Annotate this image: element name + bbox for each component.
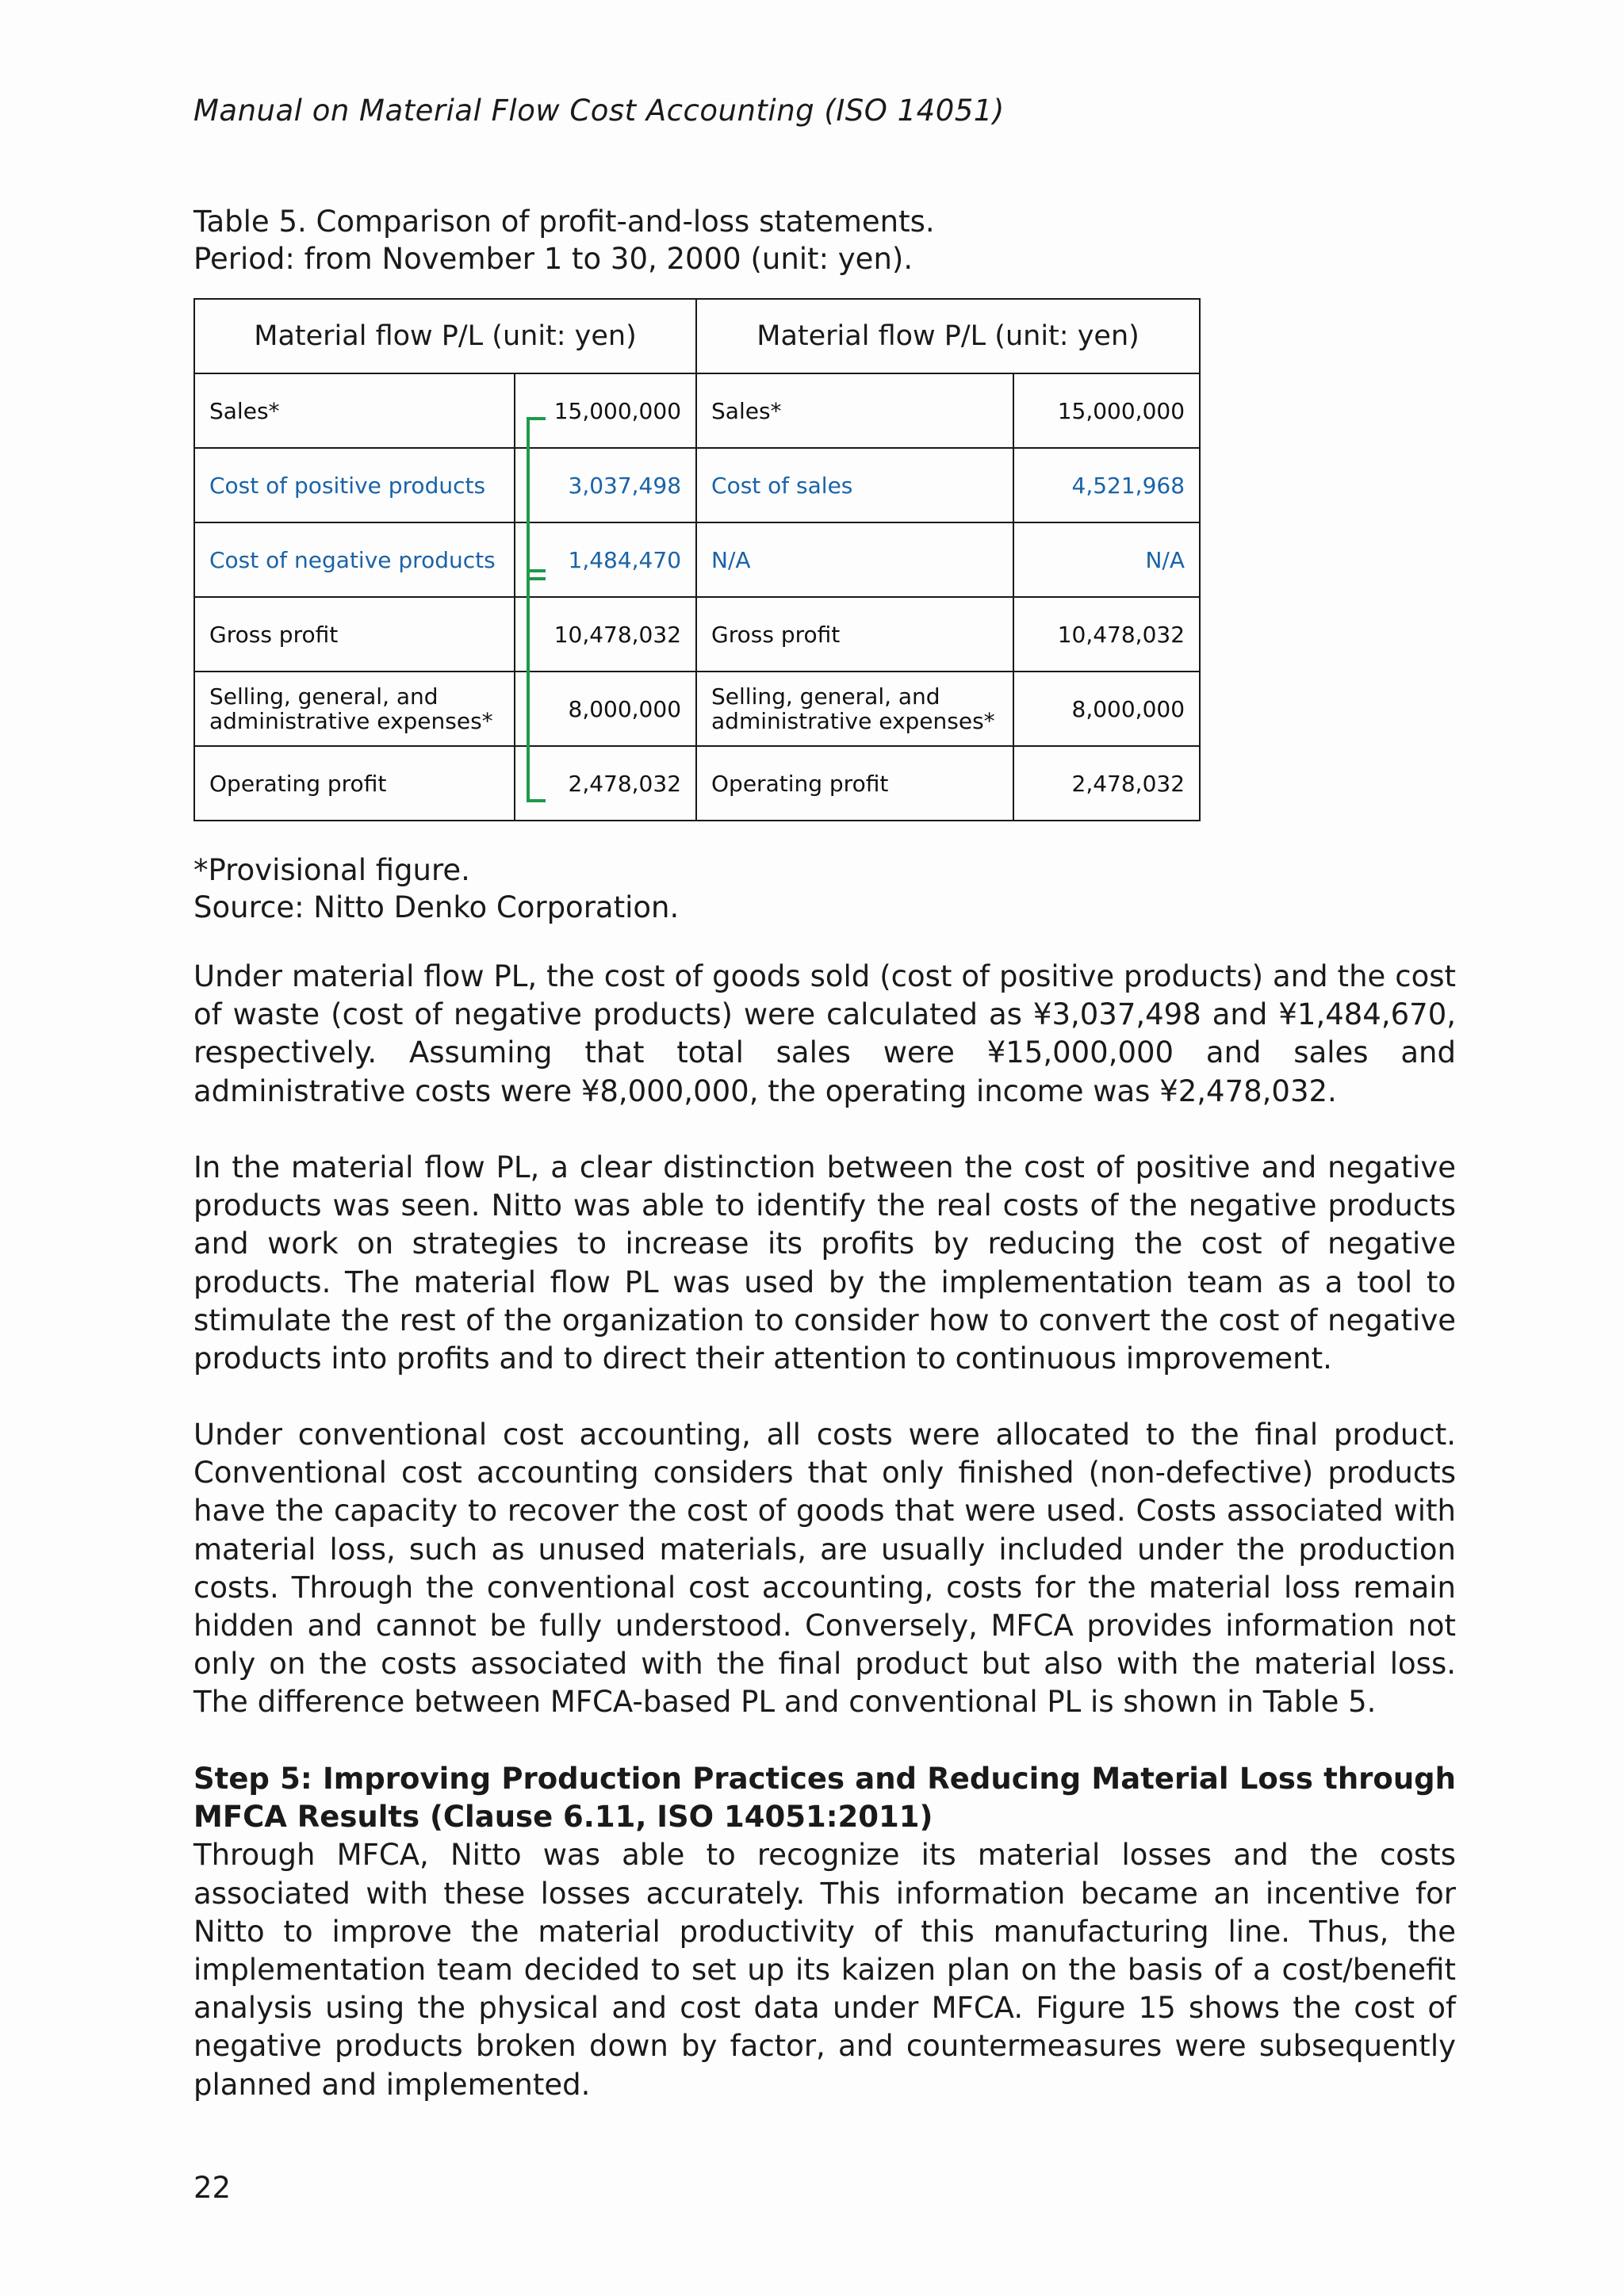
row-label: Cost of positive products	[194, 448, 515, 522]
table-row	[194, 448, 1200, 522]
table-row	[194, 672, 1200, 746]
row-value: 2,478,032	[515, 746, 696, 821]
row-label: Sales*	[194, 373, 515, 448]
table-row	[194, 746, 1200, 821]
paragraph-conventional-accounting: Under conventional cost accounting, all costs were allocated to the final product. Conventional cost accounting considers that only finished (non-defective) products have the capacity to recover the cost of goods that were used. Costs associated with material loss, such as unused materials, are usually included under the production costs. Through the conventional cost accounting, costs for the material loss remain hidden and cannot be fully understood. Conversely, MFCA provides information not only on the costs associated with the final product but also with the material loss. The difference between MFCA-based PL and conventional PL is shown in Table 5.	[193, 1418, 1456, 1720]
row-label: Sales*	[696, 373, 1013, 448]
row-value: 3,037,498	[515, 448, 696, 522]
row-value: 10,478,032	[515, 597, 696, 672]
step-5-heading: Step 5: Improving Production Practices and Reducing Material Loss through MFCA Results (Clause 6.11, ISO 14051:2011)	[193, 1762, 1456, 1835]
row-label: N/A	[696, 522, 1013, 597]
pl-comparison-table	[193, 298, 1201, 821]
row-label: Operating profit	[194, 746, 515, 821]
table-row	[194, 597, 1200, 672]
paragraph-material-flow-pl: Under material flow PL, the cost of goods sold (cost of positive products) and the cost of waste (cost of negative products) were calculated as ¥3,037,498 and ¥1,484,670, respectively. Assuming that total sales were ¥15,000,000 and sales and administrative costs were ¥8,000,000, the operating income was ¥2,478,032.	[193, 959, 1456, 1108]
table-notes	[193, 851, 679, 926]
table-caption-title: Table 5. Comparison of profit-and-loss statements.	[193, 205, 935, 239]
step-5-section	[193, 1760, 1456, 2104]
row-label: Gross profit	[194, 597, 515, 672]
table-header-row	[194, 299, 1200, 373]
row-label: Selling, general, and administrative expenses*	[696, 672, 1013, 746]
page-number: 22	[193, 2171, 232, 2205]
row-value: 1,484,470	[515, 522, 696, 597]
row-value: 10,478,032	[1013, 597, 1200, 672]
row-value: 8,000,000	[1013, 672, 1200, 746]
row-value: 15,000,000	[515, 373, 696, 448]
row-value: 2,478,032	[1013, 746, 1200, 821]
row-label: Selling, general, and administrative expenses*	[194, 672, 515, 746]
row-value: 8,000,000	[515, 672, 696, 746]
row-value: 15,000,000	[1013, 373, 1200, 448]
table-row	[194, 373, 1200, 448]
row-label: Cost of negative products	[194, 522, 515, 597]
paragraph-step-5: Through MFCA, Nitto was able to recognize its material losses and the costs associated with these losses accurately. This information became an incentive for Nitto to improve the material productivity of this manufacturing line. Thus, the implementation team decided to set up its kaizen plan on the basis of a cost/benefit analysis using the physical and cost data under MFCA. Figure 15 shows the cost of negative products broken down by factor, and countermeasures were subsequently planned and implemented.	[193, 1838, 1456, 2102]
page-header: Manual on Material Flow Cost Accounting (ISO 14051)	[193, 94, 1005, 128]
source-note: Source: Nitto Denko Corporation.	[193, 890, 680, 924]
table-caption-period: Period: from November 1 to 30, 2000 (unit: yen).	[193, 242, 914, 276]
row-value: N/A	[1013, 522, 1200, 597]
conventional-pl-header: Material flow P/L (unit: yen)	[696, 299, 1200, 373]
row-label: Operating profit	[696, 746, 1013, 821]
provisional-note: *Provisional figure.	[193, 853, 470, 887]
table-row	[194, 522, 1200, 597]
row-label: Gross profit	[696, 597, 1013, 672]
row-value: 4,521,968	[1013, 448, 1200, 522]
row-label: Cost of sales	[696, 448, 1013, 522]
paragraph-clear-distinction: In the material flow PL, a clear distinction between the cost of positive and negative products was seen. Nitto was able to identify the real costs of the negative products and work on strategies to increase its profits by reducing the cost of negative products. The material flow PL was used by the implementation team as a tool to stimulate the rest of the organization to consider how to convert the cost of negative products into profits and to direct their attention to continuous improvement.	[193, 1150, 1456, 1376]
material-flow-pl-header: Material flow P/L (unit: yen)	[194, 299, 696, 373]
table-caption	[193, 203, 935, 277]
